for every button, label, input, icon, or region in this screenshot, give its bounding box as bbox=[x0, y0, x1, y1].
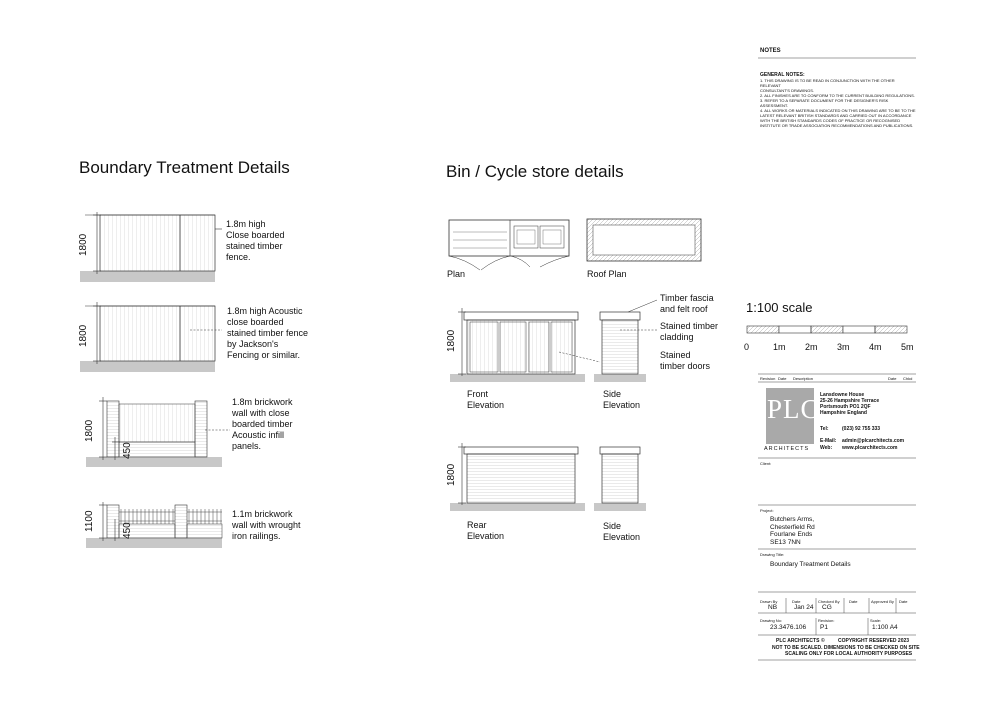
dim-1800-fence-1: 1800 bbox=[78, 233, 89, 256]
checked-by-label: Checked By bbox=[818, 599, 840, 604]
side-elevation-2-drawing bbox=[594, 447, 646, 511]
date-label: Date bbox=[792, 599, 801, 604]
fence-4-drawing bbox=[86, 502, 222, 548]
side-elevation-drawing bbox=[594, 300, 657, 382]
drawn-by-value: NB bbox=[768, 604, 778, 611]
footer-copyright: COPYRIGHT RESERVED 2023 bbox=[838, 638, 910, 644]
note-line: LATEST RELEVANT BRITISH STANDARDS AND CARRIED OUT IN ACCORDANCE bbox=[760, 113, 912, 118]
drawing-no-label: Drawing No: bbox=[760, 618, 783, 623]
plc-logo-subtext: ARCHITECTS bbox=[764, 446, 810, 452]
side-elevation-line: Elevation bbox=[603, 400, 641, 410]
address-line: Lansdowne House bbox=[820, 392, 865, 398]
email-label: E-Mail: bbox=[820, 438, 837, 444]
project-line: Chesterfield Rd bbox=[770, 523, 815, 531]
rear-elevation-line: Elevation bbox=[467, 531, 505, 541]
side-elevation-2-line: Elevation bbox=[603, 532, 641, 542]
fence-2-note-line: Fencing or similar. bbox=[227, 350, 301, 360]
bin-cycle-heading: Bin / Cycle store details bbox=[446, 162, 624, 181]
address-line: Hampshire England bbox=[820, 410, 867, 416]
fence-2-note bbox=[227, 306, 308, 361]
footer-not-scaled: NOT TO BE SCALED. DIMENSIONS TO BE CHECKED ON SITE bbox=[772, 645, 920, 651]
note-line: 2. ALL FINISHES ARE TO CONFORM TO THE CURRENT BUILDING REGULATIONS. bbox=[760, 93, 915, 98]
fence-3-note-line: 1.8m brickwork bbox=[232, 397, 293, 407]
email-value: admin@plcarchitects.com bbox=[842, 438, 905, 444]
fence-3-note-line: wall with close bbox=[232, 408, 290, 418]
tel-label: Tel: bbox=[820, 426, 829, 432]
fence-3-note-line: Acoustic infill bbox=[232, 430, 285, 440]
date-2-label: Date bbox=[849, 599, 858, 604]
side-elevation-label bbox=[603, 389, 640, 411]
fence-4-note bbox=[232, 509, 301, 542]
plan-label: Plan bbox=[447, 269, 466, 279]
fence-1-drawing bbox=[80, 212, 222, 282]
drawing-title-label: Drawing Title: bbox=[760, 552, 785, 557]
scale-tick: 5m bbox=[901, 342, 914, 352]
project-line: Fourlane Ends bbox=[770, 531, 813, 538]
dim-1800-front: 1800 bbox=[446, 329, 457, 352]
note-doors-line: timber doors bbox=[660, 361, 711, 371]
note-fascia-line: Timber fascia bbox=[660, 293, 714, 303]
front-elevation-label bbox=[467, 389, 504, 411]
note-line: WITH THE BRITISH STANDARDS CODES OF PRACTICE OR RECOGNISED bbox=[760, 118, 901, 123]
revision-value: P1 bbox=[820, 624, 828, 631]
date-value: Jan 24 bbox=[794, 604, 814, 611]
fence-1-note-line: stained timber bbox=[226, 241, 283, 251]
dim-1800-fence-2: 1800 bbox=[78, 324, 89, 347]
scale-tick: 0 bbox=[744, 342, 750, 352]
scale-title: 1:100 scale bbox=[746, 300, 813, 315]
front-elevation-line: Front bbox=[467, 389, 489, 399]
dim-450-fence-3: 450 bbox=[122, 442, 133, 459]
project-line: SE13 7NN bbox=[770, 538, 801, 546]
fence-4-note-line: wall with wrought bbox=[232, 520, 301, 530]
plc-logo-text: PLC bbox=[767, 394, 820, 424]
note-doors bbox=[660, 350, 710, 372]
dim-1100-fence-4: 1100 bbox=[84, 510, 95, 532]
roof-plan-label: Roof Plan bbox=[587, 269, 627, 279]
fence-2-drawing bbox=[80, 302, 222, 372]
drawing-title-value: Boundary Treatment Details bbox=[770, 561, 851, 568]
note-line: 3. REFER TO A SEPARATE DOCUMENT FOR THE DESIGNER'S RISK ASSESSMENT. bbox=[760, 98, 889, 108]
date-3-label: Date bbox=[899, 599, 908, 604]
rev-header-chkd: Chkd bbox=[903, 376, 913, 381]
client-label: Client: bbox=[760, 461, 772, 466]
fence-2-note-line: by Jackson's bbox=[227, 339, 279, 349]
note-line: 4. ALL WORKS OR MATERIALS INDICATED ON THIS DRAWING ARE TO BE TO THE bbox=[760, 108, 916, 113]
rear-elevation-drawing bbox=[450, 443, 585, 511]
drawn-by-label: Drawn By bbox=[760, 599, 778, 604]
scale-label: Scale: bbox=[870, 618, 882, 623]
note-cladding-line: Stained timber bbox=[660, 321, 719, 331]
roof-plan-drawing bbox=[587, 219, 701, 261]
project-address bbox=[770, 516, 815, 546]
revision-label: Revision: bbox=[818, 618, 835, 623]
project-label: Project: bbox=[760, 508, 774, 513]
dim-1800-rear: 1800 bbox=[446, 463, 457, 486]
title-block-rules bbox=[758, 58, 916, 660]
boundary-heading: Boundary Treatment Details bbox=[79, 158, 290, 177]
rev-header-date-2: Date bbox=[888, 376, 897, 381]
address-line: 25-26 Hampshire Terrace bbox=[820, 398, 880, 404]
address-line: Portsmouth PO1 2QF bbox=[820, 404, 871, 410]
rev-header-date: Date bbox=[778, 376, 787, 381]
dim-1800-fence-3: 1800 bbox=[84, 419, 95, 442]
side-elevation-line: Side bbox=[603, 389, 622, 399]
rev-header-revision: Revision bbox=[760, 376, 776, 381]
fence-3-drawing bbox=[86, 397, 230, 467]
fence-1-note-line: Close boarded bbox=[226, 230, 285, 240]
side-elevation-2-label bbox=[603, 521, 640, 543]
note-cladding-line: cladding bbox=[660, 332, 694, 342]
project-line: Butchers Arms, bbox=[770, 516, 815, 523]
note-fascia-line: and felt roof bbox=[660, 304, 708, 314]
fence-2-note-line: stained timber fence bbox=[227, 328, 309, 338]
rear-elevation-label bbox=[467, 520, 504, 542]
web-value: www.plcarchitects.com bbox=[842, 445, 898, 451]
rev-header-description: Description bbox=[793, 376, 814, 381]
office-address bbox=[820, 392, 879, 416]
fence-3-note-line: panels. bbox=[232, 441, 262, 451]
note-cladding bbox=[660, 321, 718, 343]
footer-company: PLC ARCHITECTS bbox=[776, 638, 820, 644]
fence-4-note-line: 1.1m brickwork bbox=[232, 509, 293, 519]
scale-value: 1:100 A4 bbox=[872, 624, 898, 631]
scale-bar-graphic bbox=[747, 326, 907, 333]
note-line: INSTITUTE OR TRADE ASSOCIATION RECOMMENDATIONS AND PUBLICATIONS. bbox=[760, 123, 914, 128]
general-notes-body bbox=[760, 78, 916, 128]
note-fascia bbox=[660, 293, 714, 315]
front-elevation-line: Elevation bbox=[467, 400, 505, 410]
fence-1-note bbox=[226, 219, 285, 263]
note-line: CONSULTANT'S DRAWINGS. bbox=[760, 88, 815, 93]
side-elevation-2-line: Side bbox=[603, 521, 622, 531]
footer-copyright-symbol: © bbox=[821, 638, 825, 644]
scale-tick: 3m bbox=[837, 342, 850, 352]
fence-3-note bbox=[232, 397, 293, 452]
note-doors-line: Stained bbox=[660, 350, 691, 360]
bin-store-plan-drawing bbox=[449, 220, 569, 270]
fence-3-note-line: boarded timber bbox=[232, 419, 293, 429]
fence-2-note-line: 1.8m high Acoustic bbox=[227, 306, 303, 316]
approved-by-label: Approved By bbox=[871, 599, 894, 604]
fence-2-note-line: close boarded bbox=[227, 317, 284, 327]
general-notes-title: GENERAL NOTES: bbox=[760, 72, 805, 78]
drawing-no-value: 23.3476.106 bbox=[770, 624, 807, 631]
scale-tick: 4m bbox=[869, 342, 882, 352]
checked-by-value: CG bbox=[822, 604, 832, 611]
fence-4-note-line: iron railings. bbox=[232, 531, 281, 541]
fence-1-note-line: fence. bbox=[226, 252, 251, 262]
scale-tick: 1m bbox=[773, 342, 786, 352]
tel-value: (023) 92 755 333 bbox=[842, 426, 881, 432]
front-elevation-drawing bbox=[450, 308, 600, 382]
notes-title: NOTES bbox=[760, 48, 781, 54]
scale-tick: 2m bbox=[805, 342, 818, 352]
web-label: Web: bbox=[820, 445, 833, 451]
rear-elevation-line: Rear bbox=[467, 520, 487, 530]
dim-450-fence-4: 450 bbox=[122, 522, 133, 539]
note-line: 1. THIS DRAWING IS TO BE READ IN CONJUNCTION WITH THE OTHER RELEVANT bbox=[760, 78, 895, 88]
footer-scaling: SCALING ONLY FOR LOCAL AUTHORITY PURPOSES bbox=[785, 651, 913, 657]
fence-1-note-line: 1.8m high bbox=[226, 219, 266, 229]
